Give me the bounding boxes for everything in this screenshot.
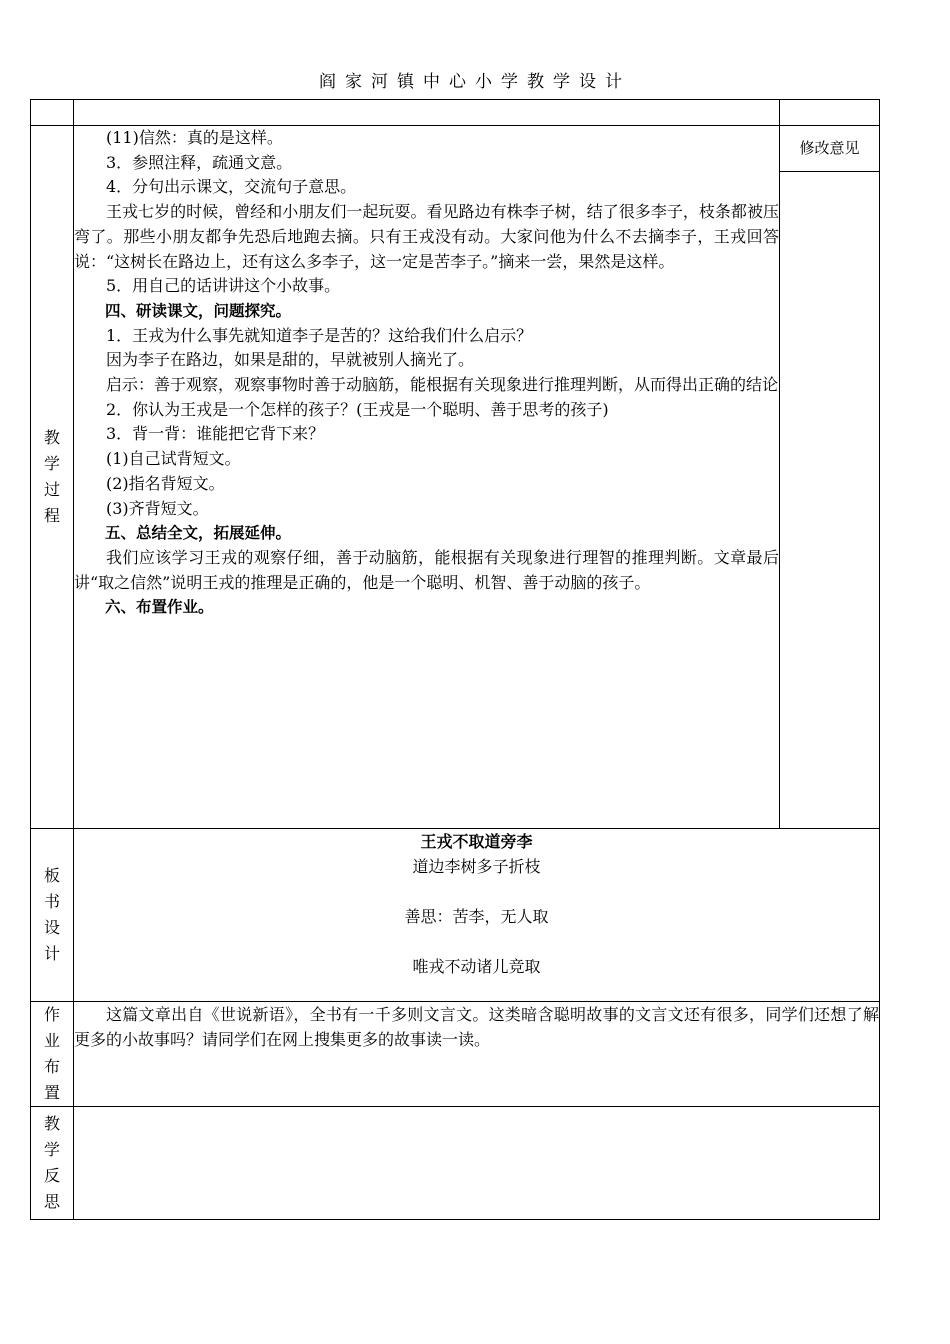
header-empty-cell-3	[780, 100, 880, 126]
board-line-2: 善思：苦李，无人取	[404, 907, 549, 926]
process-paragraph: 五、总结全文，拓展延伸。	[105, 524, 292, 543]
lesson-plan-table	[30, 99, 880, 1220]
header-empty-cell-2	[74, 100, 780, 126]
process-paragraph: (11)信然：真的是这样。	[106, 128, 283, 147]
process-paragraph: 5．用自己的话讲讲这个小故事。	[106, 276, 341, 296]
process-paragraph: (3)齐背短文。	[106, 498, 209, 518]
reflection-content	[74, 1107, 880, 1220]
remarks-cell	[780, 126, 880, 829]
remarks-header: 修改意见	[780, 126, 879, 172]
process-paragraphs	[74, 126, 779, 620]
board-line-3: 唯戎不动诸儿竞取	[412, 957, 541, 976]
board-spacer-2	[74, 929, 879, 954]
process-paragraph: 3．参照注释，疏通文意。	[106, 152, 293, 172]
board-spacer-1	[74, 879, 879, 904]
process-paragraph: 4．分句出示课文，交流句子意思。	[106, 177, 357, 197]
homework-label: 作 业 布 置	[31, 1002, 74, 1107]
process-paragraph: 2．你认为王戎是一个怎样的孩子？(王戎是一个聪明、善于思考的孩子)	[106, 399, 609, 419]
process-paragraph: 四、研读课文，问题探究。	[105, 301, 292, 320]
process-content	[74, 126, 780, 829]
reflection-label: 教 学 反 思	[31, 1107, 74, 1220]
process-paragraph: 启示：善于观察，观察事物时善于动脑筋，能根据有关现象进行推理判断，从而得出正确的结论	[106, 375, 779, 395]
header-empty-cell-1	[31, 100, 74, 126]
homework-text: 这篇文章出自《世说新语》，全书有一千多则文言文。这类暗含聪明故事的文言文还有很多，同学们还想了解更多的小故事吗？请同学们在网上搜集更多的故事读一读。	[74, 1005, 879, 1049]
homework-content	[74, 1002, 880, 1107]
board-line-1: 道边李树多子折枝	[412, 857, 541, 876]
board-label: 板 书 设 计	[31, 829, 74, 1002]
reflection-row	[31, 1107, 880, 1220]
process-paragraph: (1)自己试背短文。	[106, 449, 241, 469]
homework-row	[31, 1002, 880, 1107]
board-content	[74, 829, 880, 1002]
page-title: 阎家河镇中心小学教学设计	[319, 72, 631, 92]
board-title: 王戎不取道旁李	[420, 832, 533, 851]
process-paragraph: 王戎七岁的时候，曾经和小朋友们一起玩耍。看见路边有株李子树，结了很多李子，枝条都被压弯了。那些小朋友都争先恐后地跑去摘。只有王戎没有动。大家问他为什么不去摘李子，王戎回答说：“这树长在路边上，还有这么多李子，这一定是苦李子。”摘来一尝，果然是这样。	[74, 202, 779, 271]
process-paragraph: 六、布置作业。	[105, 598, 214, 617]
process-paragraph: 1．王戎为什么事先就知道李子是苦的？这给我们什么启示？	[106, 325, 533, 345]
process-row	[31, 126, 880, 829]
header-row	[31, 100, 880, 126]
process-paragraph: (2)指名背短文。	[106, 473, 225, 493]
process-paragraph: 3．背一背：谁能把它背下来？	[106, 424, 325, 444]
board-row	[31, 829, 880, 1002]
process-paragraph: 因为李子在路边，如果是甜的，早就被别人摘光了。	[106, 350, 475, 370]
process-label: 教 学 过 程	[31, 126, 74, 829]
process-paragraph: 我们应该学习王戎的观察仔细，善于动脑筋，能根据有关现象进行理智的推理判断。文章最后讲“取之信然”说明王戎的推理是正确的，他是一个聪明、机智、善于动脑的孩子。	[74, 547, 779, 592]
